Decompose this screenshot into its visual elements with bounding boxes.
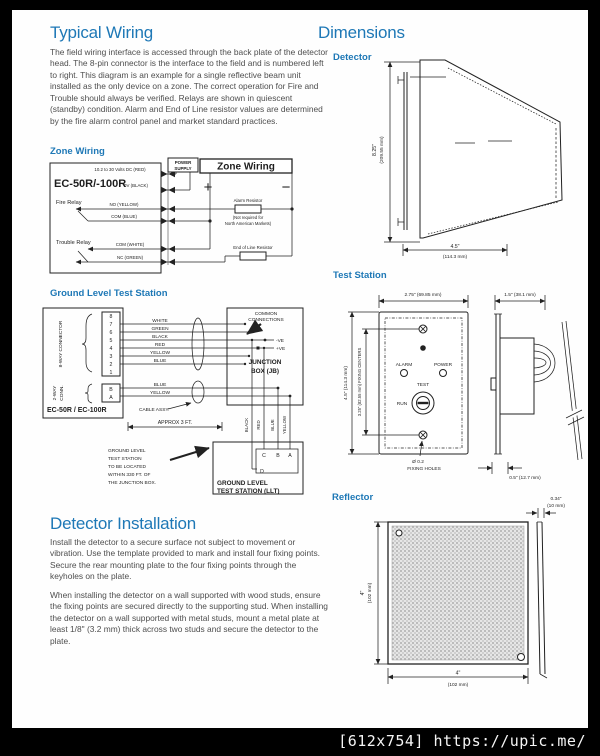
fixing-holes-label: FIXING HOLES bbox=[407, 467, 441, 472]
detector-profile bbox=[398, 60, 562, 238]
reflector-drawing bbox=[340, 490, 595, 702]
terminal-a: A bbox=[288, 453, 292, 459]
wire2-yellow: YELLOW bbox=[150, 391, 170, 396]
reflector-dim-heading: Reflector bbox=[332, 492, 374, 503]
pin7: 7 bbox=[109, 322, 113, 328]
wire-red-label: 10.2 to 30 Volts DC (RED) bbox=[94, 167, 146, 172]
terminal-d: D bbox=[260, 469, 264, 475]
faceplate-width-dim bbox=[379, 292, 468, 308]
detector-installation-p2: When installing the detector on a wall supported with wood studs, ensure the fixing points are secured directly to the supporting stud. When installing the detector on a wall supported with metal studs, mount a metal plate at least 1/8" (3.2 mm) thick across two studs and secure the detector to the plate. bbox=[50, 590, 328, 646]
detector-height-in: 8.25" bbox=[372, 144, 378, 156]
reflector-thickness-mm: (10 mm) bbox=[547, 504, 565, 509]
glts-heading: Ground Level Test Station bbox=[50, 288, 168, 299]
typical-wiring-body: The field wiring interface is accessed through the back plate of the detector head. The 8-pin connector is the interface to the field and is numbered left to right. This diagram is an example for a single reflective beam unit installed as the only device on a zone. The correct operation for Fire and Trouble should always be verified. Relays are shown in quiescent (standby) condition. Alarm and End of Line resistor values are determined by the fire alarm control panel and market standard practices. bbox=[50, 47, 328, 126]
zone-box-title: Zone Wiring bbox=[217, 161, 275, 173]
test-label: TEST bbox=[416, 383, 430, 388]
trouble-relay-label: Trouble Relay bbox=[56, 240, 91, 246]
detector-height-mm: (209.55 mm) bbox=[380, 136, 385, 164]
eol-resistor-label: End of Line Resistor bbox=[233, 245, 273, 250]
test-station-dim-heading: Test Station bbox=[333, 270, 387, 281]
station-label1: GROUND LEVEL bbox=[217, 480, 268, 487]
detector-dim-heading: Detector bbox=[333, 52, 372, 63]
approx-label: APPROX 3 FT. bbox=[157, 420, 193, 426]
pin8: 8 bbox=[109, 314, 113, 320]
watermark: [612x754] https://upic.me/ bbox=[338, 732, 586, 750]
common-label2: CONNECTIONS bbox=[248, 318, 284, 323]
wire-yellow-label: NO (YELLOW) bbox=[109, 202, 139, 207]
conn2-label1: 2-WAY bbox=[53, 385, 58, 401]
detector-installation-p1: Install the detector to a secure surface not subject to movement or vibration. Use the template provided to mark and install four fixing points. Secure the rear mounting plate to the four fixing points through the keyholes on the plate. bbox=[50, 537, 320, 582]
glts-device-label: EC-50R / EC-100R bbox=[47, 407, 107, 414]
zone-plus: + bbox=[203, 179, 213, 196]
pos-ve-label: +VE bbox=[276, 347, 286, 352]
reflector-width-mm: (102 mm) bbox=[447, 683, 469, 688]
drop-blue: BLUE bbox=[270, 419, 275, 431]
cable-assy-label: CABLE ASSY. bbox=[139, 408, 170, 413]
alarm-resistor-label: Alarm Resistor bbox=[233, 198, 263, 203]
wire-blue-label: COM (BLUE) bbox=[111, 214, 137, 219]
pin2: 2 bbox=[109, 362, 113, 368]
pin6: 6 bbox=[109, 330, 113, 336]
alarm-resistor-note2: North American Markets) bbox=[224, 221, 272, 226]
glts-annotations bbox=[108, 403, 222, 486]
zone-device-box bbox=[50, 163, 161, 273]
power-led-label: POWER bbox=[433, 363, 453, 368]
reflector-height-mm: (102 mm) bbox=[368, 582, 373, 604]
hole-dia-label: Ø 0.2 bbox=[412, 460, 424, 465]
reflector-width-dim bbox=[388, 668, 528, 688]
detector-height-dim bbox=[372, 62, 420, 242]
power-supply-line1: POWER bbox=[174, 160, 192, 165]
reflector-thickness-dim bbox=[526, 496, 565, 518]
zone-minus: − bbox=[281, 179, 291, 196]
glts-note-line2: TEST STATION bbox=[108, 457, 142, 462]
junction-box-label2: BOX (JB) bbox=[250, 368, 280, 375]
glts-station-box bbox=[213, 442, 303, 495]
drop-red: RED bbox=[256, 420, 261, 430]
pin5: 5 bbox=[109, 338, 113, 344]
ts-offset-label: 0.5" (12.7 mm) bbox=[509, 476, 541, 481]
station-label2: TEST STATION (LLT) bbox=[217, 488, 280, 495]
terminal-b: B bbox=[276, 453, 280, 459]
eol-resistor bbox=[233, 245, 273, 260]
junction-box-label1: JUNCTION bbox=[248, 359, 282, 366]
power-supply-line2: SUPPLY bbox=[174, 166, 192, 171]
reflector-height-dim bbox=[360, 522, 388, 664]
side-depth-dim bbox=[495, 292, 545, 310]
zone-wiring-diagram bbox=[40, 155, 332, 283]
fire-relay-label: Fire Relay bbox=[56, 200, 82, 206]
pinB: B bbox=[109, 387, 113, 393]
zone-box bbox=[200, 159, 292, 196]
wire8-yellow: YELLOW bbox=[150, 351, 170, 356]
glts-note-line1: GROUND LEVEL bbox=[108, 449, 146, 454]
reflector-side-view bbox=[537, 522, 547, 678]
glts-connector-box bbox=[43, 308, 123, 418]
reflector-thickness-in: 0.34" bbox=[550, 497, 562, 502]
alarm-led-label: ALARM bbox=[395, 363, 413, 368]
ts-fixing-centers-label: 3.25" (82.55 mm) FIXING CENTERS bbox=[357, 347, 362, 417]
typical-wiring-title: Typical Wiring bbox=[50, 23, 154, 42]
glts-note-line4: WITHIN 330 FT. OF bbox=[108, 473, 151, 478]
terminal-c: C bbox=[262, 453, 266, 459]
pin4: 4 bbox=[109, 346, 113, 352]
detector-dimension-drawing bbox=[360, 50, 595, 265]
conn8-label: 8-WAY CONNECTOR bbox=[59, 320, 64, 368]
zone-device-label: EC-50R/-100R bbox=[54, 178, 127, 190]
alarm-resistor bbox=[225, 198, 272, 226]
wire-green-label: NC (GREEN) bbox=[116, 255, 144, 260]
conn2-label2: CONN. bbox=[60, 385, 65, 401]
plate-offset-dim bbox=[478, 462, 541, 481]
wire-white-label: COM (WHITE) bbox=[115, 242, 145, 247]
wire8-black: BLACK bbox=[152, 335, 168, 340]
reflector-height-in: 4" bbox=[360, 590, 366, 596]
pin3: 3 bbox=[109, 354, 113, 360]
wire8-green: GREEN bbox=[151, 327, 169, 332]
detector-width-in: 4.5" bbox=[450, 244, 460, 250]
dimensions-title: Dimensions bbox=[318, 23, 405, 42]
drop-black: BLACK bbox=[244, 417, 249, 433]
ts-depth-label: 1.5" (38.1 mm) bbox=[504, 293, 536, 298]
wire8-red: RED bbox=[154, 343, 166, 348]
reflector-width-in: 4" bbox=[455, 670, 461, 677]
power-supply-box bbox=[168, 158, 198, 172]
ts-width-label: 2.75" (69.85 mm) bbox=[404, 293, 442, 298]
ts-height-label: 4.5" (114.3 mm) bbox=[344, 366, 349, 400]
detector-installation-title: Detector Installation bbox=[50, 514, 197, 533]
glts-note-line5: THE JUNCTION BOX. bbox=[108, 481, 156, 486]
pinA: A bbox=[109, 395, 113, 401]
wire-black-label: 0V (BLACK) bbox=[124, 183, 148, 188]
zone-wiring-heading: Zone Wiring bbox=[50, 146, 105, 157]
reflector-front bbox=[388, 522, 528, 664]
glts-note-line3: TO BE LOCATED bbox=[108, 465, 146, 470]
junction-box bbox=[227, 308, 303, 405]
glts-diagram bbox=[40, 300, 332, 500]
test-station-side-view bbox=[491, 314, 584, 460]
wire8-blue: BLUE bbox=[153, 359, 167, 364]
alarm-resistor-note1: (Not required for bbox=[232, 215, 264, 220]
detector-width-mm: (114.3 mm) bbox=[442, 255, 468, 260]
common-label1: COMMON bbox=[254, 312, 278, 317]
run-label: RUN bbox=[396, 402, 408, 407]
detector-width-dim bbox=[403, 244, 507, 260]
neg-ve-label: -VE bbox=[276, 339, 284, 344]
faceplate-front bbox=[379, 312, 468, 454]
test-station-drawing bbox=[340, 282, 595, 482]
pin1: 1 bbox=[109, 370, 113, 376]
wire2-blue: BLUE bbox=[153, 383, 167, 388]
wire8-white: WHITE bbox=[152, 319, 168, 324]
drop-yellow: YELLOW bbox=[282, 415, 287, 435]
